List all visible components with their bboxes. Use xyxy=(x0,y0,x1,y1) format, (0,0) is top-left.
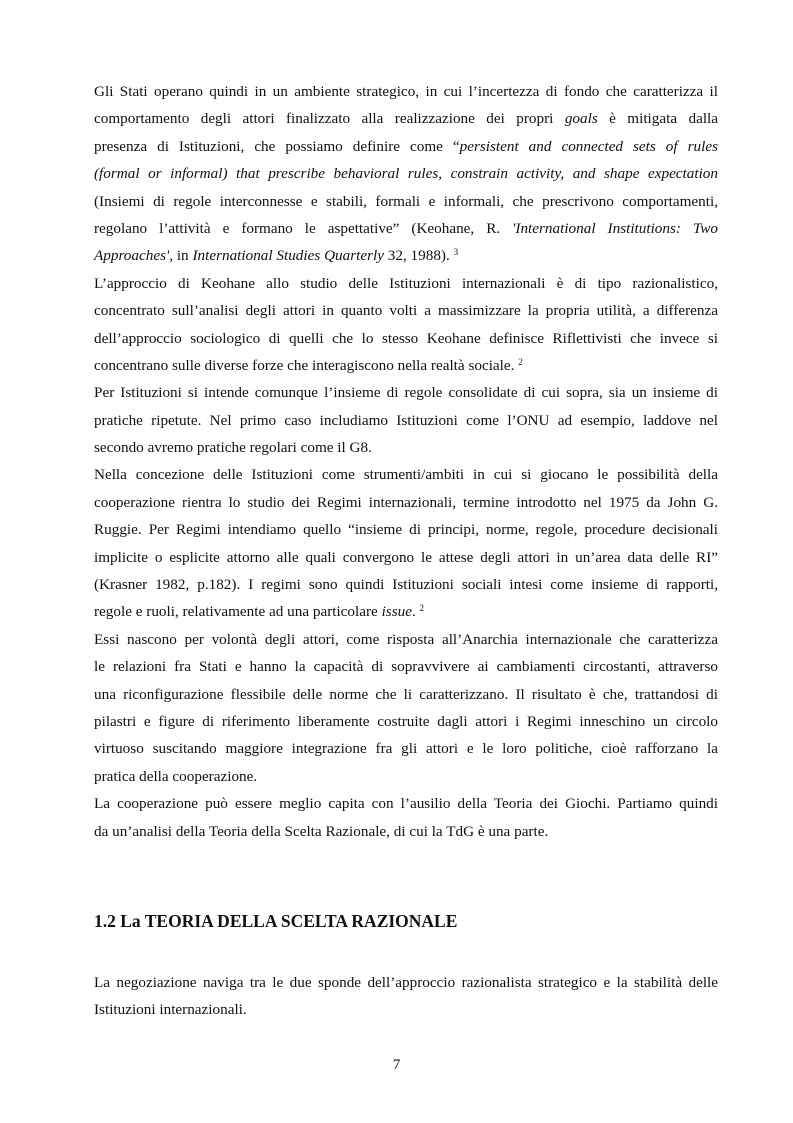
text-run: 32, 1988). xyxy=(383,247,454,265)
footnote-ref: 2 xyxy=(518,356,523,367)
text-run: implicite o esplicite attorno alle quali convergono le attese degli attori in un’area data delle RI” xyxy=(94,548,718,566)
text-line xyxy=(94,270,718,297)
text-line xyxy=(94,571,718,598)
text-run: una riconfigurazione flessibile delle norme che li caratterizzano. Il risultato è che, trattandosi di xyxy=(94,685,718,703)
text-run: pratica della cooperazione. xyxy=(94,767,258,785)
text-run: regole e ruoli, relativamente ad una particolare xyxy=(94,603,382,621)
text-line xyxy=(94,133,718,160)
paragraph xyxy=(94,270,718,380)
text-line xyxy=(94,653,718,680)
text-run: pilastri e figure di riferimento liberamente costruite dagli attori i Regimi inneschino un circolo xyxy=(94,712,718,730)
text-line xyxy=(94,544,718,571)
text-run: secondo avremo pratiche regolari come il G8. xyxy=(94,439,372,457)
italic-text: International Studies Quarterly xyxy=(192,247,384,265)
text-line xyxy=(94,242,718,269)
text-line xyxy=(94,325,718,352)
text-run: Ruggie. Per Regimi intendiamo quello “insieme di principi, norme, regole, procedure decisionali xyxy=(94,521,718,539)
body-text xyxy=(94,78,718,845)
text-run: Gli Stati operano quindi in un ambiente strategico, in cui l’incertezza di fondo che caratterizza il xyxy=(94,83,718,100)
italic-text: persistent and connected sets of rules xyxy=(459,137,718,155)
footnote-ref: 2 xyxy=(419,603,425,614)
text-line xyxy=(94,969,718,996)
text-run: dell’approccio sociologico di quelli che lo stesso Keohane definisce Riflettivisti che invece si xyxy=(94,329,718,347)
text-line xyxy=(94,78,718,105)
text-run: Istituzioni internazionali. xyxy=(94,1001,247,1019)
text-run: le relazioni fra Stati e hanno la capacità di sopravvivere ai cambiamenti circostanti, attraverso xyxy=(94,658,718,676)
text-run: Nella concezione delle Istituzioni come strumenti/ambiti in cui si giocano le possibilità della xyxy=(94,466,718,484)
text-line xyxy=(94,461,718,488)
text-run: comportamento degli attori finalizzato alla realizzazione dei propri xyxy=(94,110,565,128)
text-line xyxy=(94,763,718,790)
text-line xyxy=(94,489,718,516)
paragraph xyxy=(94,626,718,790)
text-run: virtuoso suscitando maggiore integrazione fra gli attori e le loro politiche, cioè rafforzano la xyxy=(94,740,718,758)
paragraph xyxy=(94,790,718,845)
text-line xyxy=(94,708,718,735)
footnote-ref: 3 xyxy=(453,247,459,258)
italic-text: (formal or informal) that prescribe behavioral rules, constrain activity, and shape expectation xyxy=(94,165,718,183)
text-line xyxy=(94,188,718,215)
text-run: pratiche ripetute. Nel primo caso includiamo Istituzioni come l’ONU ad esempio, laddove nel xyxy=(94,411,718,429)
text-line xyxy=(94,735,718,762)
text-run: L’approccio di Keohane allo studio delle Istituzioni internazionali è di tipo razionalistico, xyxy=(94,274,718,292)
page-number: 7 xyxy=(392,1056,401,1073)
text-line xyxy=(94,160,718,187)
text-line xyxy=(94,598,718,625)
text-run: concentrato sull’analisi degli attori in quanto volti a massimizzare la propria utilità, a differenza xyxy=(94,302,718,320)
italic-text: Approaches' xyxy=(94,247,170,265)
text-line xyxy=(94,379,718,406)
text-run: cooperazione rientra lo studio dei Regimi internazionali, termine introdotto nel 1975 da John G. xyxy=(94,493,718,511)
text-run: (Krasner 1982, p.182). I regimi sono quindi Istituzioni sociali intesi come insieme di rapporti, xyxy=(94,576,718,594)
text-run: La negoziazione naviga tra le due sponde dell’approccio razionalista strategico e la stabilità delle xyxy=(94,974,718,991)
text-line xyxy=(94,996,718,1023)
text-line xyxy=(94,681,718,708)
text-run: . xyxy=(411,603,420,621)
text-run: La cooperazione può essere meglio capita con l’ausilio della Teoria dei Giochi. Partiamo quindi xyxy=(94,795,718,813)
text-run: Essi nascono per volontà degli attori, come risposta all’Anarchia internazionale che caratterizza xyxy=(94,630,718,648)
text-line xyxy=(94,516,718,543)
text-run: Per Istituzioni si intende comunque l’insieme di regole consolidate di cui sopra, sia un insieme di xyxy=(94,384,718,402)
paragraph xyxy=(94,379,718,461)
text-run: presenza di Istituzioni, che possiamo definire come “ xyxy=(94,137,460,155)
text-line xyxy=(94,215,718,242)
text-line xyxy=(94,105,718,132)
text-line xyxy=(94,790,718,817)
text-line xyxy=(94,297,718,324)
italic-text: 'International Institutions: Two xyxy=(512,219,718,237)
paragraph xyxy=(94,78,718,270)
text-line xyxy=(94,407,718,434)
italic-text: goals xyxy=(564,110,598,128)
text-run: (Insiemi di regole interconnesse e stabili, formali e informali, che prescrivono comportamenti, xyxy=(94,192,718,210)
text-run: , in xyxy=(169,247,193,265)
section-heading: 1.2 La TEORIA DELLA SCELTA RAZIONALE xyxy=(94,911,458,931)
text-line xyxy=(94,818,718,845)
text-line xyxy=(94,352,718,379)
paragraph xyxy=(94,461,718,625)
text-line xyxy=(94,626,718,653)
text-run: concentrano sulle diverse forze che interagiscono nella realtà sociale. xyxy=(94,356,519,374)
text-run: regolano l’attività e formano le aspettative” (Keohane, R. xyxy=(94,219,513,237)
text-run: è mitigata dalla xyxy=(597,110,718,128)
italic-text: issue xyxy=(381,603,412,621)
text-run: da un’analisi della Teoria della Scelta Razionale, di cui la TdG è una parte. xyxy=(94,822,549,840)
text-line xyxy=(94,434,718,461)
section-intro-text xyxy=(94,969,718,1024)
